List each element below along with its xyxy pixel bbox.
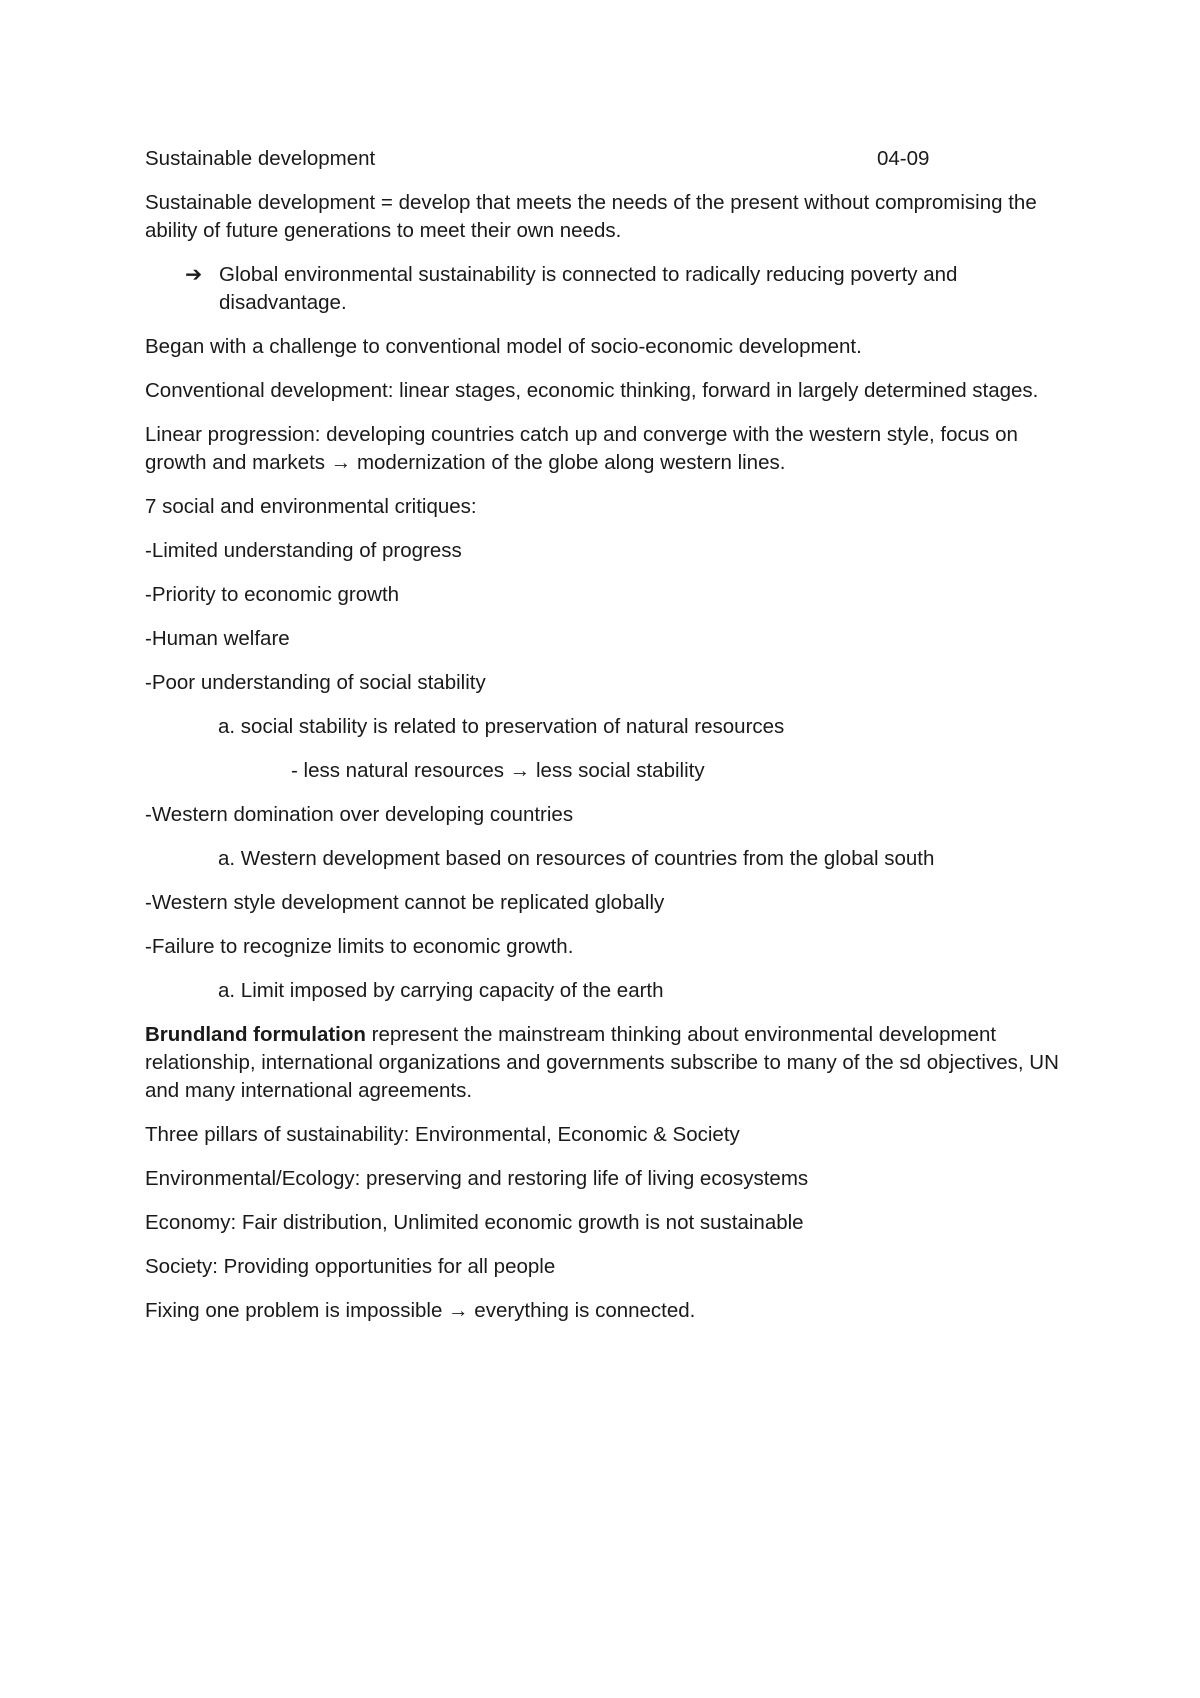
critique-item: -Western domination over developing countries xyxy=(145,803,574,826)
critique-subitem: a. Limit imposed by carrying capacity of the earth xyxy=(218,979,664,1002)
document-date: 04-09 xyxy=(877,147,930,170)
brundland-term: Brundland formulation xyxy=(145,1023,366,1046)
critique-subsubitem-text: - less natural resources xyxy=(291,759,505,782)
critique-item: -Human welfare xyxy=(145,627,290,650)
fixing-text: Fixing one problem is impossible xyxy=(145,1299,443,1322)
environment-paragraph: Environmental/Ecology: preserving and restoring life of living ecosystems xyxy=(145,1167,809,1190)
document-body xyxy=(145,145,1065,1341)
arrow-right-icon: → xyxy=(448,1299,469,1322)
critiques-heading: 7 social and environmental critiques: xyxy=(145,495,477,518)
critique-item: -Priority to economic growth xyxy=(145,583,400,606)
linear-progression-result: modernization of the globe along western lines. xyxy=(356,451,786,474)
critique-item: -Poor understanding of social stability xyxy=(145,671,486,694)
critique-item: -Limited understanding of progress xyxy=(145,539,462,562)
arrow-bullet xyxy=(145,261,1065,317)
critique-subsubitem xyxy=(145,757,1065,785)
economy-paragraph: Economy: Fair distribution, Unlimited economic growth is not sustainable xyxy=(145,1211,804,1234)
linear-progression-text: Linear progression: developing countries catch up and converge with the western style, focus on growth and markets xyxy=(145,423,1018,474)
arrow-right-icon: → xyxy=(330,451,352,474)
pillars-paragraph: Three pillars of sustainability: Environmental, Economic & Society xyxy=(145,1123,740,1146)
document-title: Sustainable development xyxy=(145,147,376,170)
conventional-paragraph: Conventional development: linear stages, economic thinking, forward in largely determined stages. xyxy=(145,379,1039,402)
document-header xyxy=(145,145,1065,173)
definition-paragraph: Sustainable development = develop that meets the needs of the present without compromising the ability of future generations to meet their own needs. xyxy=(145,191,1037,242)
arrow-right-icon: ➔ xyxy=(185,263,203,286)
fixing-result: everything is connected. xyxy=(474,1299,696,1322)
linear-progression-paragraph xyxy=(145,421,1065,477)
fixing-paragraph xyxy=(145,1297,1065,1325)
critique-subitem: a. social stability is related to preservation of natural resources xyxy=(218,715,785,738)
brundland-text: represent the mainstream thinking about environmental development relationship, international organizations and governments subscribe to many of the sd objectives, UN and many international agreements. xyxy=(145,1023,1059,1102)
critique-item: -Failure to recognize limits to economic growth. xyxy=(145,935,574,958)
critique-subsubitem-result: less social stability xyxy=(535,759,705,782)
critique-item: -Western style development cannot be replicated globally xyxy=(145,891,665,914)
began-paragraph: Began with a challenge to conventional model of socio-economic development. xyxy=(145,335,862,358)
arrow-right-icon: → xyxy=(509,759,531,782)
critique-subitem: a. Western development based on resources of countries from the global south xyxy=(218,847,935,870)
brundland-paragraph xyxy=(145,1021,1065,1105)
society-paragraph: Society: Providing opportunities for all people xyxy=(145,1255,556,1278)
arrow-bullet-text: Global environmental sustainability is connected to radically reducing poverty and disadvantage. xyxy=(219,263,958,314)
